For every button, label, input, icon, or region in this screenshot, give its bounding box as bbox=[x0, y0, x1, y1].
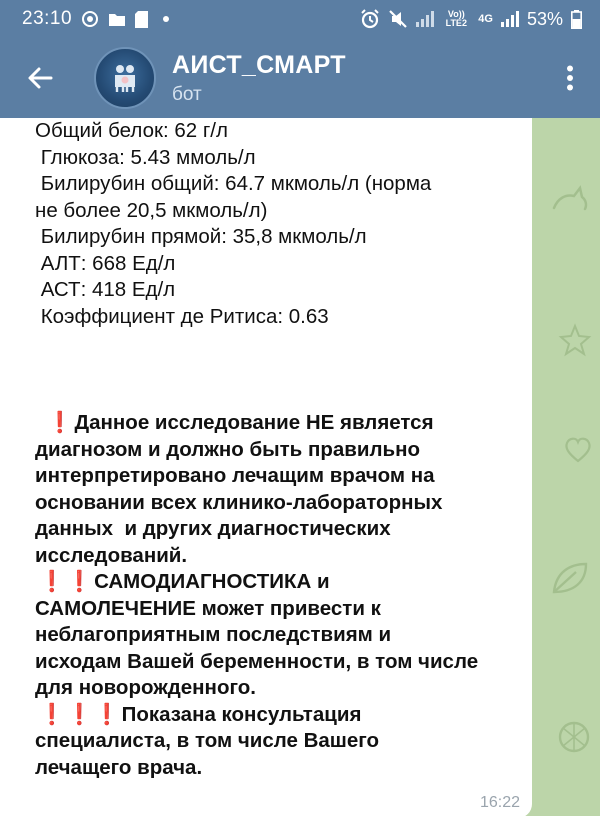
doodle-cat-icon bbox=[548, 178, 592, 218]
result-line: АСТ: 418 Ед/л bbox=[35, 278, 176, 301]
warning-line: для новорожденного. bbox=[35, 676, 256, 699]
signal-icon bbox=[416, 11, 434, 27]
alarm-icon bbox=[360, 9, 380, 29]
doodle-shell-icon bbox=[555, 718, 593, 756]
warning-line bbox=[35, 410, 535, 437]
result-line: Общий белок: 62 г/л bbox=[35, 119, 228, 142]
warning-line: диагнозом и должно быть правильно bbox=[35, 437, 421, 461]
exclamation-icon: ❗❗ bbox=[39, 570, 95, 593]
exclamation-icon: ❗ bbox=[47, 411, 75, 434]
chat-title-block[interactable] bbox=[172, 51, 346, 106]
more-vertical-icon bbox=[566, 65, 574, 91]
sync-icon bbox=[81, 10, 99, 28]
chat-title: АИСТ_СМАРТ bbox=[172, 50, 346, 79]
warning-line: неблагоприятным последствиям и bbox=[35, 623, 392, 646]
stork-family-icon bbox=[108, 61, 142, 95]
warning-line: исследований. bbox=[35, 543, 188, 567]
warning-line bbox=[35, 702, 535, 729]
warning-line: САМОЛЕЧЕНИЕ может привести к bbox=[35, 596, 381, 620]
warning-line: специалиста, в том числе Вашего bbox=[35, 729, 380, 752]
doodle-leaf-icon bbox=[548, 558, 592, 598]
warning-line: интерпретировано лечащим врачом на bbox=[35, 464, 435, 487]
folder-icon bbox=[108, 12, 126, 27]
mute-icon bbox=[388, 9, 408, 29]
result-line: Билирубин общий: 64.7 мкмоль/л (норма bbox=[35, 172, 432, 195]
status-time: 23:10 bbox=[22, 8, 73, 29]
notification-dot-icon bbox=[163, 16, 169, 22]
result-line: Билирубин прямой: 35,8 мкмоль/л bbox=[35, 225, 367, 248]
result-line: не более 20,5 мкмоль/л) bbox=[35, 198, 268, 222]
result-line: АЛТ: 668 Ед/л bbox=[35, 251, 176, 275]
battery-icon bbox=[571, 10, 582, 29]
chat-subtitle: бот bbox=[172, 83, 202, 105]
result-line: Глюкоза: 5.43 ммоль/л bbox=[35, 145, 256, 169]
message-bubble[interactable] bbox=[0, 118, 532, 816]
exclamation-icon: ❗❗❗ bbox=[39, 702, 122, 726]
warning-line: исходам Вашей беременности, в том числе bbox=[35, 649, 479, 673]
warning-line: основании всех клинико-лабораторных bbox=[35, 490, 443, 514]
status-bar bbox=[0, 0, 600, 38]
spacer bbox=[35, 330, 535, 410]
warning-text: САМОДИАГНОСТИКА и bbox=[94, 570, 330, 593]
more-menu-button[interactable] bbox=[540, 38, 600, 118]
bot-avatar[interactable] bbox=[94, 47, 156, 109]
warning-line: лечащего врача. bbox=[35, 755, 203, 779]
message-time: 16:22 bbox=[479, 794, 520, 811]
arrow-left-icon bbox=[27, 66, 53, 90]
warning-text: Данное исследование НЕ является bbox=[74, 411, 434, 434]
doodle-star-icon bbox=[558, 323, 592, 357]
back-button[interactable] bbox=[0, 38, 80, 118]
chat-area[interactable] bbox=[0, 118, 600, 816]
warning-line: данных и других диагностических bbox=[35, 517, 391, 540]
result-line: Коэффициент де Ритиса: 0.63 bbox=[35, 304, 329, 328]
signal-icon-2 bbox=[501, 11, 519, 27]
battery-percent: 53% bbox=[526, 8, 563, 29]
network-gen-label: 4G bbox=[478, 12, 493, 25]
warning-line bbox=[35, 569, 535, 596]
doodle-heart-icon bbox=[563, 436, 593, 464]
message-text bbox=[35, 118, 535, 781]
chat-header bbox=[0, 38, 600, 118]
warning-text: Показана консультация bbox=[121, 702, 362, 726]
network-type-label: Vo)) LTE2 bbox=[445, 9, 467, 28]
sd-card-icon bbox=[135, 11, 148, 28]
